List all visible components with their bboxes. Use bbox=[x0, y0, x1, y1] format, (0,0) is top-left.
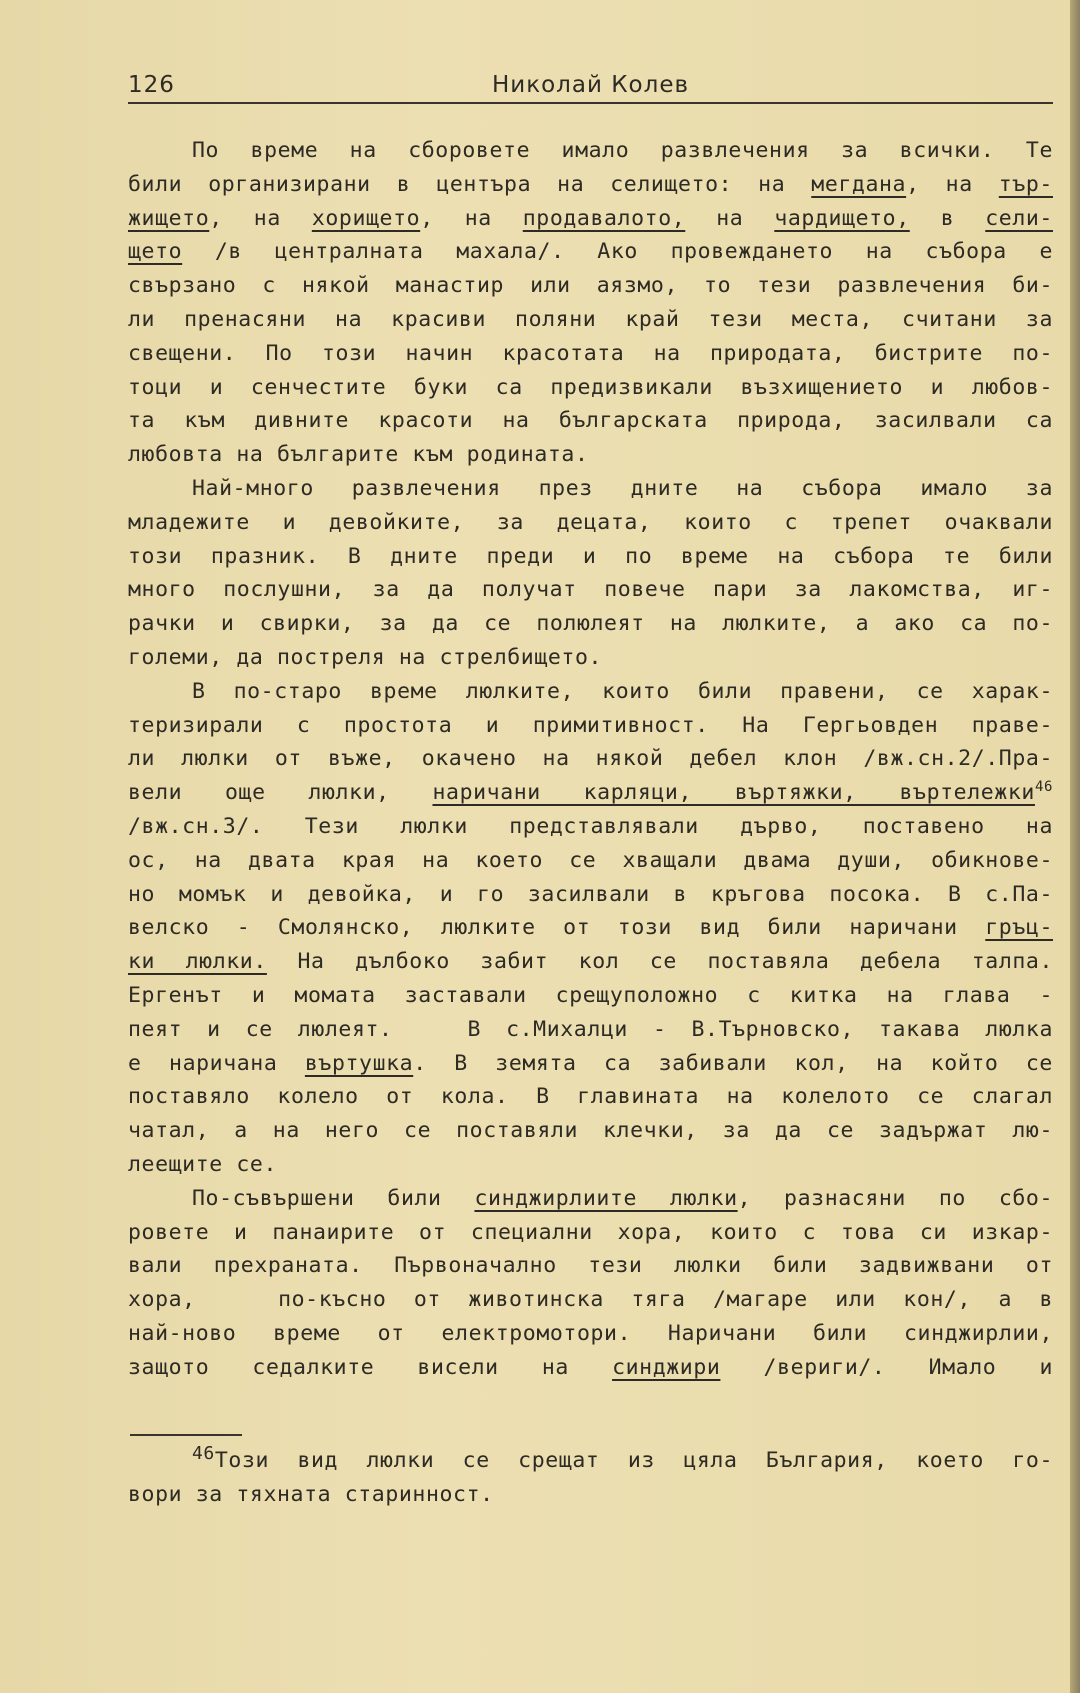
text-run: велско - Смолянско, люлките от този вид били наричани bbox=[128, 915, 986, 941]
underlined-term: жището bbox=[128, 205, 210, 231]
text-run: свещени. По този начин красотата на природата, бистрите по- bbox=[128, 340, 1053, 366]
text-line bbox=[128, 472, 1053, 506]
body-text bbox=[128, 134, 1053, 1384]
text-line bbox=[128, 641, 1053, 675]
text-line bbox=[128, 979, 1053, 1013]
text-run: младежите и девойките, за децата, които с трепет очаквали bbox=[128, 509, 1053, 535]
text-line bbox=[128, 168, 1053, 202]
text-run: в bbox=[909, 205, 986, 231]
text-run: поставяло колело от кола. В главината на колелото се слагал bbox=[128, 1084, 1053, 1110]
text-run: големи, да постреля на стрелбището. bbox=[128, 644, 603, 670]
text-run: теризирали с простота и примитивност. На Гергьовден праве- bbox=[128, 712, 1053, 738]
underlined-term: щето bbox=[128, 239, 183, 265]
text-line bbox=[128, 742, 1053, 776]
text-line bbox=[128, 844, 1053, 878]
text-run: били организирани в центъра на селището: на bbox=[128, 171, 812, 197]
text-line bbox=[128, 337, 1053, 371]
text-run: любовта на българите към родината. bbox=[128, 442, 589, 468]
text-run: /в централната махала/. Ако провеждането на събора е bbox=[182, 239, 1053, 265]
footnote-ref: 46 bbox=[1034, 778, 1053, 795]
underlined-term: хорището bbox=[311, 205, 421, 231]
running-header bbox=[128, 68, 1053, 104]
text-run: е наричана bbox=[128, 1050, 305, 1076]
footnote-text-1: Този вид люлки се срещат из цяла България, което го- bbox=[214, 1448, 1053, 1473]
text-run: /вж.сн.3/. Тези люлки представлявали дърво, поставено на bbox=[128, 813, 1053, 839]
underlined-term: сели- bbox=[985, 205, 1053, 231]
text-run: хора, по-късно от животинска тяга /магаре или кон/, а в bbox=[128, 1287, 1053, 1313]
text-run: , разнасяни по сбо- bbox=[737, 1185, 1053, 1211]
text-line bbox=[128, 134, 1053, 168]
text-line bbox=[128, 1317, 1053, 1351]
text-line bbox=[128, 404, 1053, 438]
text-line bbox=[128, 202, 1053, 236]
text-line bbox=[128, 235, 1053, 269]
footnote-number: 46 bbox=[192, 1443, 215, 1464]
text-line bbox=[128, 269, 1053, 303]
footnote bbox=[128, 1444, 1053, 1512]
text-run: ли люлки от въже, окачено на някой дебел клон /вж.сн.2/.Пра- bbox=[128, 746, 1053, 772]
text-run: рачки и свирки, за да се полюлеят на люлките, а ако са по- bbox=[128, 611, 1053, 637]
underlined-term: наричани карляци, въртяжки, въртележки bbox=[432, 780, 1035, 806]
page-number: 126 bbox=[128, 72, 175, 98]
underlined-term: мегдана bbox=[811, 171, 907, 197]
text-run: защото седалките висели на bbox=[128, 1354, 613, 1380]
text-line bbox=[128, 573, 1053, 607]
underlined-term: ки люлки. bbox=[128, 949, 267, 975]
text-run: , на bbox=[209, 205, 312, 231]
text-run: , на bbox=[420, 205, 523, 231]
text-run: По-съвършени били bbox=[192, 1185, 475, 1211]
text-run: вали прехраната. Първоначално тези люлки били задвижвани от bbox=[128, 1253, 1053, 1279]
text-line bbox=[128, 438, 1053, 472]
text-line bbox=[128, 371, 1053, 405]
text-line bbox=[128, 1351, 1053, 1385]
text-run: свързано с някой манастир или аязмо, то тези развлечения би- bbox=[128, 273, 1053, 299]
text-run: На дълбоко забит кол се поставяла дебела талпа. bbox=[266, 949, 1053, 975]
underlined-term: въртушка bbox=[304, 1050, 414, 1076]
text-line bbox=[128, 1013, 1053, 1047]
page-edge-shadow bbox=[1070, 0, 1080, 1693]
underlined-term: гръц- bbox=[985, 915, 1053, 941]
text-run: най-ново време от електромотори. Наричани били синджирлии, bbox=[128, 1320, 1053, 1346]
text-run: но момък и девойка, и го засилвали в кръгова посока. В с.Па- bbox=[128, 881, 1053, 907]
underlined-term: чардището, bbox=[774, 205, 910, 231]
text-line bbox=[128, 945, 1053, 979]
text-line bbox=[128, 540, 1053, 574]
text-run: чатал, а на него се поставяли клечки, за да се задържат лю- bbox=[128, 1118, 1053, 1144]
running-header-author: Николай Колев bbox=[491, 72, 690, 98]
text-run: ровете и панаирите от специални хора, които с това си изкар- bbox=[128, 1219, 1053, 1245]
text-run: В по-старо време люлките, които били правени, се харак- bbox=[192, 678, 1053, 704]
text-run: много послушни, за да получат повече пари за лакомства, иг- bbox=[128, 577, 1053, 603]
text-line bbox=[128, 1080, 1053, 1114]
text-run: ли пренасяни на красиви поляни край тези места, считани за bbox=[128, 306, 1053, 332]
text-run: ос, на двата края на което се хващали двама души, обикнове- bbox=[128, 847, 1053, 873]
text-run: та към дивните красоти на българската природа, засилвали са bbox=[128, 408, 1053, 434]
text-run: този празник. В дните преди и по време на събора те били bbox=[128, 543, 1053, 569]
text-run: вели още люлки, bbox=[128, 780, 433, 806]
text-line bbox=[128, 911, 1053, 945]
text-line bbox=[128, 1148, 1053, 1182]
text-line bbox=[128, 1114, 1053, 1148]
text-line bbox=[128, 709, 1053, 743]
text-line bbox=[128, 1182, 1053, 1216]
text-line bbox=[128, 303, 1053, 337]
underlined-term: тър- bbox=[998, 171, 1053, 197]
footnote-separator bbox=[130, 1434, 242, 1436]
text-line bbox=[128, 1216, 1053, 1250]
text-run: пеят и се люлеят. В с.Михалци - В.Търновско, такава люлка bbox=[128, 1016, 1053, 1042]
text-line bbox=[128, 607, 1053, 641]
text-line bbox=[128, 675, 1053, 709]
footnote-line bbox=[128, 1478, 1053, 1512]
text-line bbox=[128, 776, 1053, 810]
text-line bbox=[128, 1047, 1053, 1081]
text-run: на bbox=[685, 205, 775, 231]
footnote-line bbox=[128, 1444, 1053, 1478]
text-run: Най-много развлечения през дните на събора имало за bbox=[192, 475, 1053, 501]
text-run: По време на сборовете имало развлечения за всички. Те bbox=[192, 138, 1053, 163]
text-run: Ергенът и момата заставали срещуположно с китка на глава - bbox=[128, 982, 1053, 1008]
underlined-term: синджирлиите люлки bbox=[474, 1185, 738, 1211]
footnote-text-2: вори за тяхната старинност. bbox=[128, 1481, 494, 1507]
underlined-term: синджири bbox=[612, 1354, 721, 1380]
text-run: леещите се. bbox=[128, 1151, 277, 1177]
underlined-term: продавалото, bbox=[522, 205, 686, 231]
text-line bbox=[128, 1249, 1053, 1283]
text-line bbox=[128, 506, 1053, 540]
text-line bbox=[128, 810, 1053, 844]
text-line bbox=[128, 878, 1053, 912]
text-line bbox=[128, 1283, 1053, 1317]
text-run: /вериги/. Имало и bbox=[720, 1354, 1053, 1380]
text-run: , на bbox=[906, 171, 999, 197]
text-run: тоци и сенчестите буки са предизвикали възхищението и любов- bbox=[128, 374, 1053, 400]
text-run: . В земята са забивали кол, на който се bbox=[413, 1050, 1053, 1076]
